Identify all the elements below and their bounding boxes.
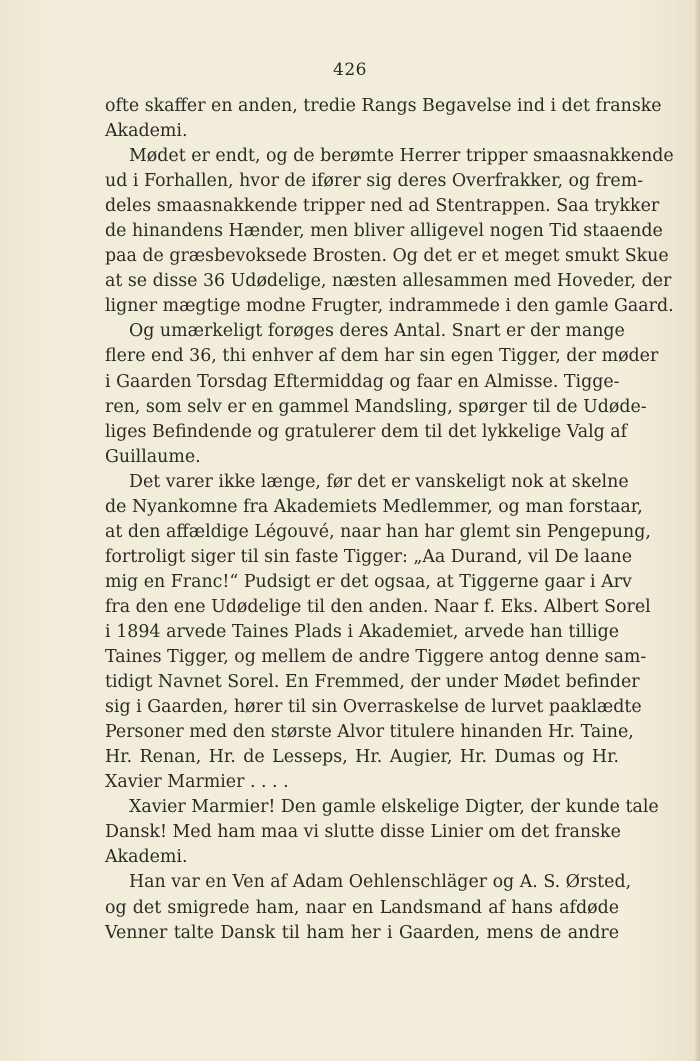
text-line: ligner mægtige modne Frugter, indrammede i den gamle Gaard. xyxy=(105,296,674,317)
text-line: paa de græsbevoksede Brosten. Og det er et meget smukt Skue xyxy=(105,246,669,267)
text-line: Han var en Ven af Adam Oehlenschläger og A. S. Ørsted, xyxy=(129,872,632,893)
text-line: Det varer ikke længe, før det er vanskeligt nok at skelne xyxy=(129,471,629,492)
text-line: ofte skaffer en anden, tredie Rangs Begavelse ind i det franske xyxy=(105,96,662,116)
text-line: Venner talte Dansk til ham her i Gaarden, mens de andre xyxy=(105,922,619,943)
text-line: Xavier Marmier! Den gamle elskelige Digter, der kunde tale xyxy=(129,797,659,818)
text-line: flere end 36, thi enhver af dem har sin egen Tigger, der møder xyxy=(105,346,659,367)
text-line: Og umærkeligt forøges deres Antal. Snart er der mange xyxy=(129,321,625,342)
text-line: at den affældige Légouvé, naar han har glemt sin Pengepung, xyxy=(105,521,651,542)
text-line: Akademi. xyxy=(105,847,188,868)
text-line: mig en Franc!“ Pudsigt er det ogsaa, at Tiggerne gaar i Arv xyxy=(105,571,632,592)
text-line: fortroligt siger til sin faste Tigger: „Aa Durand, vil De laane xyxy=(105,546,633,567)
text-line: og det smigrede ham, naar en Landsmand af hans afdøde xyxy=(105,897,619,918)
text-line: Xavier Marmier . . . . xyxy=(105,772,289,793)
text-line: ren, som selv er en gammel Mandsling, spørger til de Udøde- xyxy=(105,396,647,417)
text-line: Personer med den største Alvor titulere hinanden Hr. Taine, xyxy=(105,722,634,743)
text-line: tidigt Navnet Sorel. En Fremmed, der under Mødet befinder xyxy=(105,672,640,693)
text-line: Dansk! Med ham maa vi slutte disse Linier om det franske xyxy=(105,822,621,843)
text-line: i Gaarden Torsdag Eftermiddag og faar en Almisse. Tigge- xyxy=(105,371,620,392)
text-line: Akademi. xyxy=(105,121,188,142)
text-line: de Nyankomne fra Akademiets Medlemmer, og man forstaar, xyxy=(105,496,643,517)
text-line: liges Befindende og gratulerer dem til det lykkelige Valg af xyxy=(105,421,628,442)
text-line: Hr. Renan, Hr. de Lesseps, Hr. Augier, Hr. Dumas og Hr. xyxy=(105,747,619,768)
text-line: i 1894 arvede Taines Plads i Akademiet, arvede han tillige xyxy=(105,621,619,642)
text-line: Mødet er endt, og de berømte Herrer tripper smaasnakkende xyxy=(129,146,674,167)
page-number: 426 xyxy=(333,60,367,80)
text-line: fra den ene Udødelige til den anden. Naar f. Eks. Albert Sorel xyxy=(105,596,651,617)
text-line: Guillaume. xyxy=(105,446,201,467)
text-line: Taines Tigger, og mellem de andre Tiggere antog denne sam- xyxy=(105,647,647,668)
text-line: deles smaasnakkende tripper ned ad Stentrappen. Saa trykker xyxy=(105,196,660,217)
text-line: at se disse 36 Udødelige, næsten allesammen med Hoveder, der xyxy=(105,271,672,292)
page-edge-shadow xyxy=(694,0,700,1061)
body-text xyxy=(105,94,674,946)
text-line: de hinandens Hænder, men bliver alligevel nogen Tid staaende xyxy=(105,221,663,242)
text-line: ud i Forhallen, hvor de ifører sig deres Overfrakker, og frem- xyxy=(105,171,644,192)
text-line: sig i Gaarden, hører til sin Overraskelse de lurvet paaklædte xyxy=(105,697,642,718)
